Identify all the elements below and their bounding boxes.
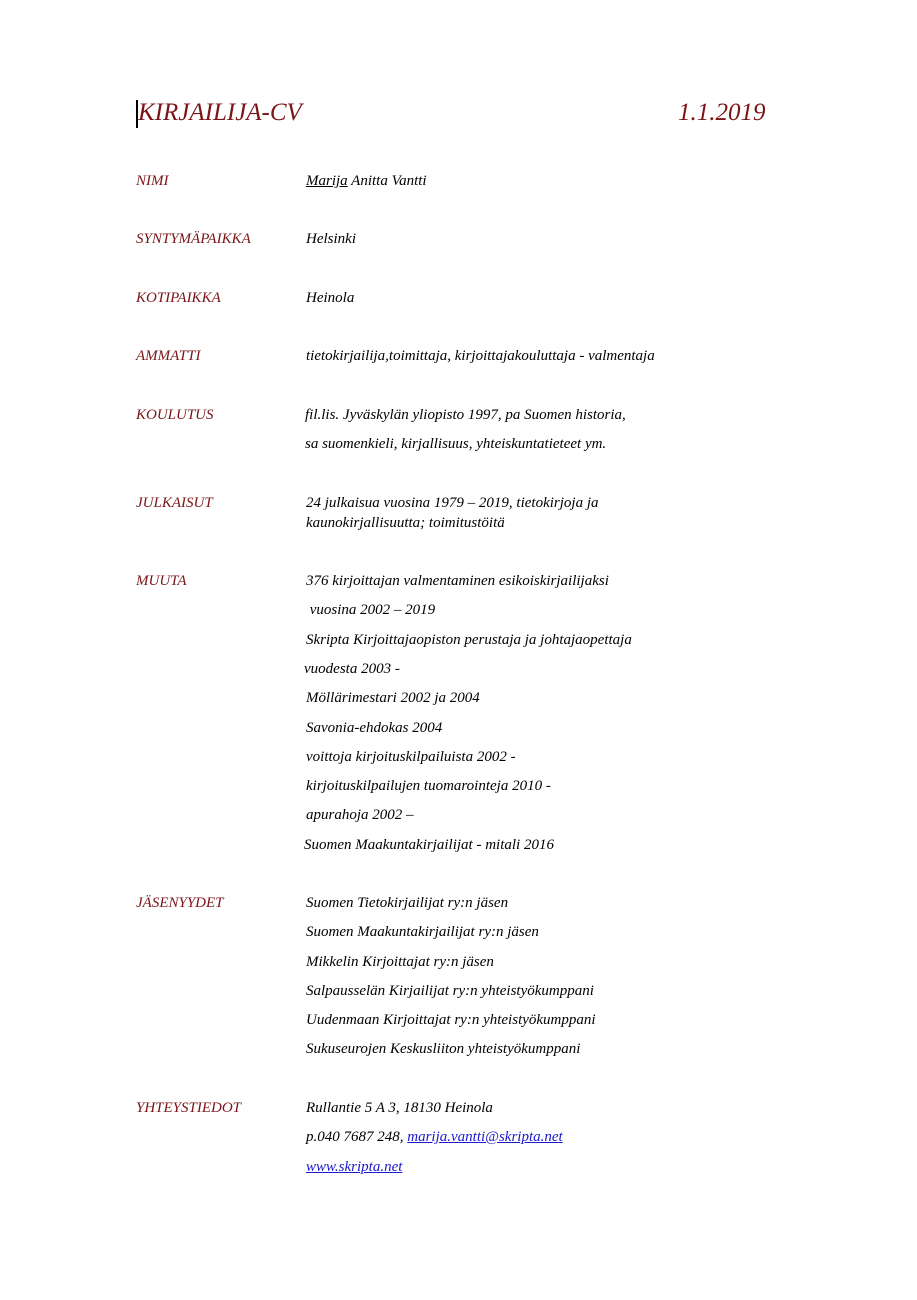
value-kotipaikka: Heinola [306, 290, 355, 306]
jasenyys-item: Suomen Tietokirjailijat ry:n jäsen [306, 895, 509, 911]
muuta-item: voittoja kirjoituskilpailuista 2002 - [306, 749, 516, 765]
muuta-item: Skripta Kirjoittajaopiston perustaja ja johtajaopettaja [306, 632, 632, 648]
muuta-item: vuosina 2002 – 2019 [306, 602, 436, 618]
address: Rullantie 5 A 3, 18130 Heinola [306, 1100, 493, 1116]
web-line [306, 1159, 402, 1176]
value-ammatti: tietokirjailija,toimittaja, kirjoittajakouluttaja - valmentaja [306, 348, 655, 364]
document-title: KIRJAILIJA-CV [138, 99, 302, 126]
muuta-item: apurahoja 2002 – [306, 807, 414, 823]
value-syntymapaikka: Helsinki [306, 231, 356, 247]
label-yhteystiedot: YHTEYSTIEDOT [136, 1100, 242, 1116]
label-ammatti: AMMATTI [136, 348, 201, 364]
jasenyys-item: Suomen Maakuntakirjailijat ry:n jäsen [306, 924, 539, 940]
julkaisut-line: kaunokirjallisuutta; toimitustöitä [306, 515, 505, 531]
koulutus-line: fil.lis. Jyväskylän yliopisto 1997, pa Suomen historia, [305, 407, 626, 423]
julkaisut-line: 24 julkaisua vuosina 1979 – 2019, tietokirjoja ja [306, 495, 599, 511]
muuta-item: Möllärimestari 2002 ja 2004 [306, 690, 480, 706]
muuta-item: Savonia-ehdokas 2004 [306, 720, 443, 736]
label-muuta: MUUTA [136, 573, 187, 589]
label-koulutus: KOULUTUS [136, 407, 214, 423]
label-jasenyydet: JÄSENYYDET [136, 895, 224, 911]
contact-line [306, 1129, 563, 1146]
label-kotipaikka: KOTIPAIKKA [136, 290, 221, 306]
label-syntymapaikka: SYNTYMÄPAIKKA [136, 231, 251, 247]
jasenyys-item: Salpausselän Kirjailijat ry:n yhteistyökumppani [306, 983, 594, 999]
phone: p.040 7687 248, [306, 1129, 408, 1145]
koulutus-line: sa suomenkieli, kirjallisuus, yhteiskuntatieteet ym. [305, 436, 607, 452]
rest-of-name: Anitta Vantti [347, 173, 427, 189]
label-julkaisut: JULKAISUT [136, 495, 213, 511]
muuta-item: kirjoituskilpailujen tuomarointeja 2010 - [306, 778, 551, 794]
jasenyys-item: Uudenmaan Kirjoittajat ry:n yhteistyökumppani [306, 1012, 596, 1028]
muuta-item: Suomen Maakuntakirjailijat - mitali 2016 [304, 837, 554, 853]
email-link[interactable]: marija.vantti@skripta.net [407, 1129, 563, 1145]
jasenyys-item: Sukuseurojen Keskusliiton yhteistyökumppani [306, 1041, 581, 1057]
muuta-item: 376 kirjoittajan valmentaminen esikoiskirjailijaksi [306, 573, 609, 589]
value-nimi [306, 173, 427, 190]
label-nimi: NIMI [136, 173, 169, 189]
jasenyys-item: Mikkelin Kirjoittajat ry:n jäsen [306, 954, 494, 970]
muuta-item: vuodesta 2003 - [304, 661, 400, 677]
first-name: Marija [306, 173, 348, 189]
website-link[interactable]: www.skripta.net [306, 1159, 403, 1175]
document-date: 1.1.2019 [678, 99, 766, 126]
